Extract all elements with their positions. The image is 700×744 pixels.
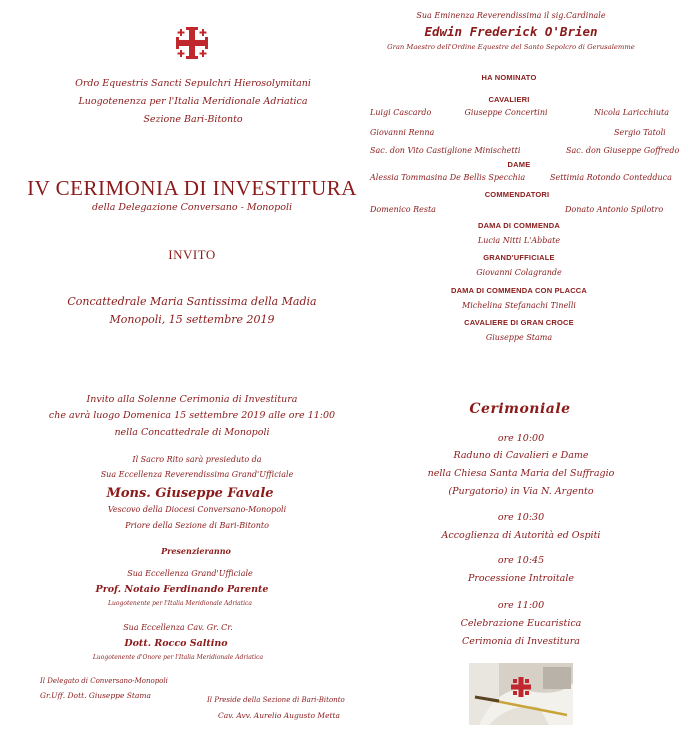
page-title: IV CERIMONIA DI INVESTITURA xyxy=(27,176,357,200)
jerusalem-cross-icon xyxy=(173,24,211,62)
list-item: Nicola Laricchiuta xyxy=(594,108,669,117)
schedule-time: ore 10:45 xyxy=(497,555,545,566)
cardinal-header-top: Sua Eminenza Reverendissima il sig.Cardinale xyxy=(416,11,606,20)
invite-line: che avrà luogo Domenica 15 settembre 2019 alle ore 11:00 xyxy=(48,410,336,421)
guest2-name: Dott. Rocco Saltino xyxy=(124,638,228,649)
list-item: Giovanni Colagrande xyxy=(476,268,562,277)
cloak-image xyxy=(469,663,573,725)
list-item: Giovanni Renna xyxy=(370,128,435,137)
list-item: Lucia Nitti L'Abbate xyxy=(477,236,561,245)
cardinal-name: Edwin Frederick O'Brien xyxy=(424,24,598,39)
presider-role: Priore della Sezione di Bari-Bitonto xyxy=(125,521,269,530)
signature-delegate-name: Gr.Uff. Dott. Giuseppe Stama xyxy=(40,691,152,700)
invite-line: Invito alla Solenne Cerimonia di Investitura xyxy=(86,394,298,405)
date: Monopoli, 15 settembre 2019 xyxy=(109,313,275,326)
cavalieri-label: CAVALIERI xyxy=(488,95,530,104)
list-item: Alessia Tommasina De Bellis Specchia xyxy=(370,173,526,182)
lieutenancy-name: Luogotenenza per l'Italia Meridionale Adriatica xyxy=(78,96,308,107)
ha-nominato-label: HA NOMINATO xyxy=(481,73,537,82)
list-item: Sac. don Vito Castiglione Minischetti xyxy=(370,146,521,155)
venue: Concattedrale Maria Santissima della Madia xyxy=(67,295,317,308)
signature-preside-name: Cav. Avv. Aurelio Augusto Metta xyxy=(218,711,341,720)
schedule-line: Processione Introitale xyxy=(468,573,574,584)
guest1-role: Luogotenente per l'Italia Meridionale Adriatica xyxy=(108,600,252,607)
list-item: Sac. don Giuseppe Goffredo xyxy=(566,146,680,155)
schedule-time: ore 10:30 xyxy=(497,512,545,523)
presider-name: Mons. Giuseppe Favale xyxy=(106,486,274,501)
commendatori-label: COMMENDATORI xyxy=(484,190,550,199)
presided-line: Il Sacro Rito sarà presieduto da xyxy=(132,455,262,464)
schedule-line: (Purgatorio) in Via N. Argento xyxy=(448,486,594,497)
list-item: Giuseppe Concertini xyxy=(464,108,548,117)
ceremony-photo xyxy=(469,663,573,725)
schedule-line: Accoglienza di Autorità ed Ospiti xyxy=(441,530,601,541)
dame-label: DAME xyxy=(507,160,531,169)
schedule-line: nella Chiesa Santa Maria del Suffragio xyxy=(427,468,615,479)
guest1-title: Sua Eccellenza Grand'Ufficiale xyxy=(127,569,253,578)
order-name: Ordo Equestris Sancti Sepulchri Hierosolymitani xyxy=(75,78,311,89)
invito-heading: INVITO xyxy=(168,247,216,262)
dama-placca-label: DAMA DI COMMENDA CON PLACCA xyxy=(450,286,588,295)
list-item: Luigi Cascardo xyxy=(370,108,432,117)
cardinal-header-bottom: Gran Maestro dell'Ordine Equestre del Santo Sepolcro di Gerusalemme xyxy=(387,43,635,51)
list-item: Giuseppe Stama xyxy=(485,333,553,342)
list-item: Domenico Resta xyxy=(370,205,436,214)
schedule-line: Raduno di Cavalieri e Dame xyxy=(453,450,589,461)
invite-line: nella Concattedrale di Monopoli xyxy=(114,427,270,438)
page-subtitle: della Delegazione Conversano - Monopoli xyxy=(91,202,293,213)
grand-ufficiale-label: GRAND'UFFICIALE xyxy=(483,253,555,262)
schedule-line: Cerimonia di Investitura xyxy=(462,636,580,647)
section-name: Sezione Bari-Bitonto xyxy=(143,114,243,125)
signature-preside-role: Il Preside della Sezione di Bari-Bitonto xyxy=(207,696,345,704)
schedule-time: ore 11:00 xyxy=(497,600,545,611)
guest2-role: Luogotenente d'Onore per l'Italia Meridionale Adriatica xyxy=(92,654,264,661)
presided-line: Sua Eccellenza Reverendissima Grand'Ufficiale xyxy=(100,470,294,479)
signature-delegate-role: Il Delegato di Conversano-Monopoli xyxy=(40,677,168,685)
schedule-time: ore 10:00 xyxy=(497,433,545,444)
list-item: Donato Antonio Spilotro xyxy=(565,205,664,214)
cerimoniale-heading: Cerimoniale xyxy=(469,401,571,417)
presider-role: Vescovo della Diocesi Conversano-Monopoli xyxy=(107,505,287,514)
list-item: Sergio Tatoli xyxy=(614,128,666,137)
presenzieranno-label: Presenzieranno xyxy=(161,546,231,556)
list-item: Settimia Rotondo Contedduca xyxy=(550,173,672,182)
guest1-name: Prof. Notaio Ferdinando Parente xyxy=(95,584,269,595)
gran-croce-label: CAVALIERE DI GRAN CROCE xyxy=(464,318,574,327)
guest2-title: Sua Eccellenza Cav. Gr. Cr. xyxy=(123,623,233,632)
list-item: Michelina Stefanachi Tinelli xyxy=(462,301,576,310)
schedule-line: Celebrazione Eucaristica xyxy=(460,618,582,629)
dama-commenda-label: DAMA DI COMMENDA xyxy=(477,221,561,230)
